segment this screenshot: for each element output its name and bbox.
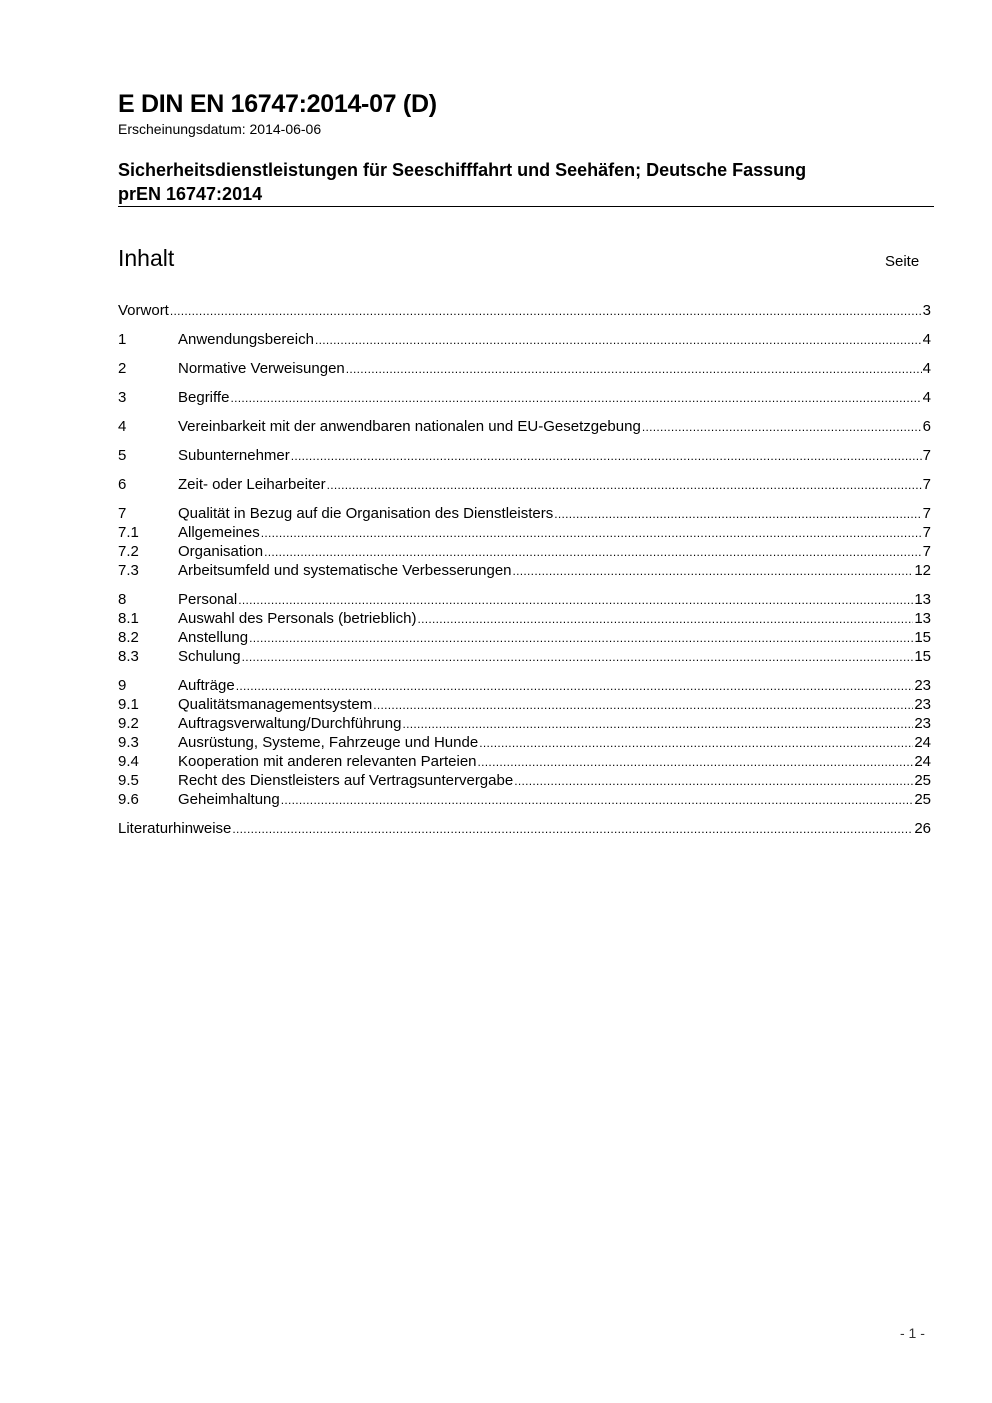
toc-entry[interactable] [118, 714, 931, 733]
toc-entry-number: 9.5 [118, 772, 139, 789]
dot-leader [642, 417, 922, 437]
document-title: E DIN EN 16747:2014-07 (D) [118, 90, 437, 118]
dot-leader [417, 609, 913, 629]
toc-entry-number: 8.3 [118, 648, 139, 665]
toc-entry[interactable] [118, 561, 931, 580]
dot-leader [281, 790, 914, 810]
toc-entry-page: 7 [922, 447, 931, 464]
dot-leader [170, 301, 922, 321]
toc-entry-title: Qualitätsmanagementsystem [178, 696, 373, 713]
toc-entry[interactable] [118, 609, 931, 628]
dot-leader [238, 590, 913, 610]
toc-entry[interactable] [118, 523, 931, 542]
toc-entry[interactable] [118, 752, 931, 771]
toc-entry-number: 9.2 [118, 715, 139, 732]
toc-entry[interactable] [118, 771, 931, 790]
toc-section-group [118, 388, 931, 407]
header-divider [118, 206, 934, 207]
toc-entry-page: 24 [914, 734, 931, 751]
publication-date: Erscheinungsdatum: 2014-06-06 [118, 121, 322, 137]
toc-entry-number: 9 [118, 677, 127, 694]
toc-entry[interactable] [118, 790, 931, 809]
toc-entry-number: 4 [118, 418, 127, 435]
toc-entry-page: 7 [922, 543, 931, 560]
toc-entry-title: Ausrüstung, Systeme, Fahrzeuge und Hunde [178, 734, 479, 751]
toc-entry[interactable] [118, 628, 931, 647]
toc-entry-number: 9.6 [118, 791, 139, 808]
toc-entry-page: 12 [914, 562, 931, 579]
toc-entry-page: 25 [914, 772, 931, 789]
toc-entry-number: 2 [118, 360, 127, 377]
toc-section-group [118, 590, 931, 666]
dot-leader [327, 475, 922, 495]
dot-leader [291, 446, 922, 466]
toc-section-group [118, 359, 931, 378]
toc-entry[interactable] [118, 676, 931, 695]
toc-entry[interactable] [118, 504, 931, 523]
toc-entry[interactable] [118, 647, 931, 666]
toc-heading: Inhalt [118, 245, 175, 271]
toc-entry-page: 6 [922, 418, 931, 435]
toc-entry-title: Arbeitsumfeld und systematische Verbesserungen [178, 562, 512, 579]
toc-entry-page: 23 [914, 677, 931, 694]
dot-leader [242, 647, 914, 667]
dot-leader [554, 504, 921, 524]
dot-leader [236, 676, 914, 696]
toc-section-group [118, 676, 931, 809]
dot-leader [232, 819, 913, 839]
dot-leader [373, 695, 913, 715]
toc-entry-title: Vorwort [118, 302, 169, 319]
toc-entry-title: Personal [178, 591, 238, 608]
toc-entry-title: Qualität in Bezug auf die Organisation des Dienstleisters [178, 505, 554, 522]
toc-entry-page: 24 [914, 753, 931, 770]
toc-entry-page: 25 [914, 791, 931, 808]
toc-entry-title: Allgemeines [178, 524, 260, 541]
toc-entry-number: 1 [118, 331, 127, 348]
subtitle-line: prEN 16747:2014 [118, 184, 263, 204]
toc-entry-number: 9.3 [118, 734, 139, 751]
toc-section-group [118, 446, 931, 465]
toc-entry-title: Schulung [178, 648, 241, 665]
toc-entry-title: Begriffe [178, 389, 230, 406]
toc-entry-number: 8 [118, 591, 127, 608]
dot-leader [230, 388, 921, 408]
toc-entry-title: Anwendungsbereich [178, 331, 314, 348]
toc-entry[interactable] [118, 733, 931, 752]
toc-entry-page: 7 [922, 505, 931, 522]
toc-entry-number: 7 [118, 505, 127, 522]
toc-entry-page: 3 [922, 302, 931, 319]
toc-entry-number: 3 [118, 389, 127, 406]
toc-entry[interactable] [118, 475, 931, 494]
toc-entry-number: 7.2 [118, 543, 139, 560]
toc-entry-number: 7.1 [118, 524, 139, 541]
toc-entry-page: 23 [914, 696, 931, 713]
dot-leader [249, 628, 913, 648]
toc-entry-title: Aufträge [178, 677, 235, 694]
toc-entry[interactable] [118, 819, 931, 838]
dot-leader [479, 733, 913, 753]
toc-entry-title: Auftragsverwaltung/Durchführung [178, 715, 402, 732]
toc-entry-title: Organisation [178, 543, 264, 560]
toc-entry-number: 9.4 [118, 753, 139, 770]
toc-entry-number: 8.2 [118, 629, 139, 646]
toc-entry-number: 6 [118, 476, 127, 493]
toc-entry-page: 13 [914, 591, 931, 608]
toc-entry-page: 15 [914, 648, 931, 665]
toc-section-group [118, 301, 931, 320]
toc-entry-page: 15 [914, 629, 931, 646]
toc-entry-page: 26 [914, 820, 931, 837]
toc-section-group [118, 819, 931, 838]
dot-leader [264, 542, 922, 562]
dot-leader [402, 714, 913, 734]
toc-entry-number: 9.1 [118, 696, 139, 713]
toc-entry-title: Geheimhaltung [178, 791, 280, 808]
subtitle-line: Sicherheitsdienstleistungen für Seeschifffahrt und Seehäfen; Deutsche Fassung [118, 160, 807, 180]
dot-leader [261, 523, 922, 543]
toc-entry[interactable] [118, 542, 931, 561]
toc-entry[interactable] [118, 695, 931, 714]
toc-entry[interactable] [118, 330, 931, 349]
toc-entry-title: Kooperation mit anderen relevanten Parteien [178, 753, 477, 770]
toc-entry-title: Vereinbarkeit mit der anwendbaren nationalen und EU-Gesetzgebung [178, 418, 641, 435]
toc-entry-title: Anstellung [178, 629, 249, 646]
toc-entry-title: Normative Verweisungen [178, 360, 345, 377]
toc-entry-title: Zeit- oder Leiharbeiter [178, 476, 326, 493]
toc-entry-title: Literaturhinweise [118, 820, 232, 837]
dot-leader [514, 771, 913, 791]
toc-section-group [118, 330, 931, 349]
toc-entry-page: 4 [922, 331, 931, 348]
document-subtitle [118, 158, 918, 206]
dot-leader [315, 330, 922, 350]
toc-entry-title: Subunternehmer [178, 447, 290, 464]
toc-entry[interactable] [118, 446, 931, 465]
table-of-contents [118, 301, 931, 848]
toc-section-group [118, 504, 931, 580]
toc-entry-title: Auswahl des Personals (betrieblich) [178, 610, 417, 627]
toc-entry-title: Recht des Dienstleisters auf Vertragsuntervergabe [178, 772, 514, 789]
toc-entry-page: 4 [922, 360, 931, 377]
toc-entry[interactable] [118, 301, 931, 320]
toc-entry-page: 23 [914, 715, 931, 732]
toc-entry-page: 7 [922, 524, 931, 541]
toc-section-group [118, 475, 931, 494]
dot-leader [513, 561, 914, 581]
toc-entry-page: 13 [914, 610, 931, 627]
page-number: - 1 - [900, 1325, 925, 1341]
toc-entry[interactable] [118, 359, 931, 378]
toc-entry-page: 7 [922, 476, 931, 493]
toc-entry[interactable] [118, 388, 931, 407]
toc-entry[interactable] [118, 590, 931, 609]
toc-entry-number: 5 [118, 447, 127, 464]
toc-entry-number: 8.1 [118, 610, 139, 627]
toc-entry-page: 4 [922, 389, 931, 406]
toc-entry-number: 7.3 [118, 562, 139, 579]
toc-section-group [118, 417, 931, 436]
dot-leader [346, 359, 922, 379]
toc-page-label: Seite [885, 253, 920, 270]
dot-leader [478, 752, 914, 772]
toc-entry[interactable] [118, 417, 931, 436]
